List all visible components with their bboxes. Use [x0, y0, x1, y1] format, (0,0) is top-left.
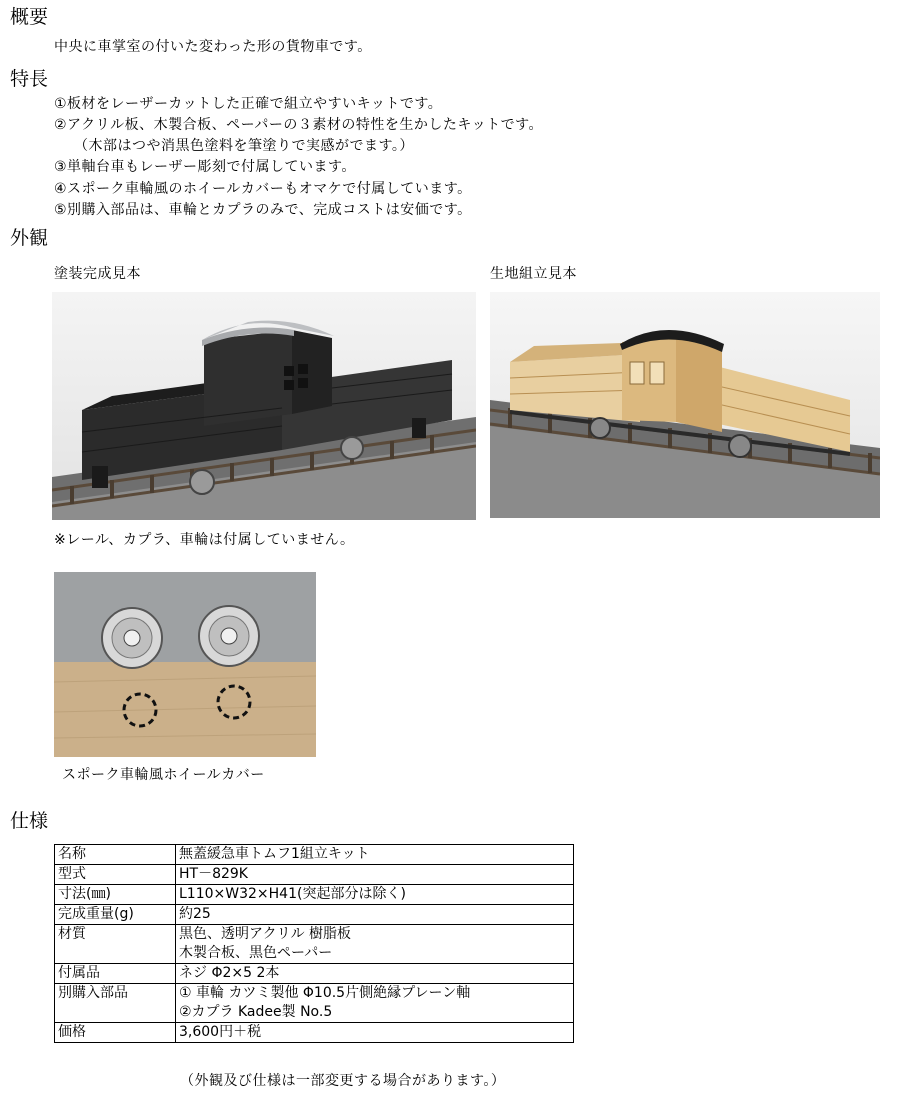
painted-sample-photo [52, 292, 476, 520]
spec-value-line-2: ②カプラ Kadee製 No.5 [179, 1004, 333, 1020]
feature-line-5: ⑤別購入部品は、車輪とカプラのみで、完成コストは安価です。 [54, 202, 472, 218]
overview-text: 中央に車掌室の付いた変わった形の貨物車です。 [54, 39, 372, 55]
spec-value-line-2: 木製合板、黒色ペーパー [179, 945, 333, 961]
spec-value: ネジ Φ2×5 2本 [176, 964, 574, 984]
spec-label: 付属品 [55, 964, 176, 984]
spec-note: （外観及び仕様は一部変更する場合があります。） [180, 1073, 506, 1089]
spec-value: 約25 [176, 905, 574, 925]
wheel-cover-photo [54, 572, 316, 757]
spec-value [176, 925, 574, 964]
feature-line-2: ②アクリル板、木製合板、ペーパーの３素材の特性を生かしたキットです。 [54, 117, 544, 133]
spec-row-weight [55, 905, 574, 925]
unpainted-sample-caption: 生地組立見本 [490, 266, 577, 282]
photo-note: ※レール、カプラ、車輪は付属していません。 [54, 532, 355, 548]
feature-line-1: ①板材をレーザーカットした正確で組立やすいキットです。 [54, 96, 443, 112]
spec-table [54, 844, 574, 1043]
spec-heading: 仕様 [10, 810, 49, 832]
wheel-cover-caption: スポーク車輪風ホイールカバー [62, 767, 265, 783]
painted-sample-caption: 塗装完成見本 [54, 266, 141, 282]
spec-label: 名称 [55, 845, 176, 865]
spec-row-parts [55, 984, 574, 1023]
spec-label: 価格 [55, 1023, 176, 1043]
spec-value: HT－829K [176, 865, 574, 885]
spec-value: 3,600円＋税 [176, 1023, 574, 1043]
spec-label: 材質 [55, 925, 176, 964]
spec-row-model [55, 865, 574, 885]
spec-value: L110×W32×H41(突起部分は除く) [176, 885, 574, 905]
spec-row-material [55, 925, 574, 964]
spec-value-line-1: ① 車輪 カツミ製他 Φ10.5片側絶縁プレーン軸 [179, 985, 471, 1001]
spec-row-accessories [55, 964, 574, 984]
spec-label: 型式 [55, 865, 176, 885]
feature-line-2-note: （木部はつや消黒色塗料を筆塗りで実感がでます。） [74, 138, 414, 154]
spec-row-price [55, 1023, 574, 1043]
feature-line-4: ④スポーク車輪風のホイールカバーもオマケで付属しています。 [54, 181, 472, 197]
unpainted-sample-photo [490, 292, 880, 518]
feature-line-3: ③単軸台車もレーザー彫刻で付属しています。 [54, 159, 356, 175]
spec-value: 無蓋緩急車トムフ1組立キット [176, 845, 574, 865]
overview-heading: 概要 [10, 6, 49, 28]
spec-value-line-1: 黒色、透明アクリル 樹脂板 [179, 926, 352, 942]
spec-label: 寸法(㎜) [55, 885, 176, 905]
spec-row-dimensions [55, 885, 574, 905]
spec-row-name [55, 845, 574, 865]
spec-value [176, 984, 574, 1023]
spec-label: 別購入部品 [55, 984, 176, 1023]
spec-label: 完成重量(g) [55, 905, 176, 925]
appearance-heading: 外観 [10, 227, 49, 249]
features-heading: 特長 [10, 68, 49, 90]
